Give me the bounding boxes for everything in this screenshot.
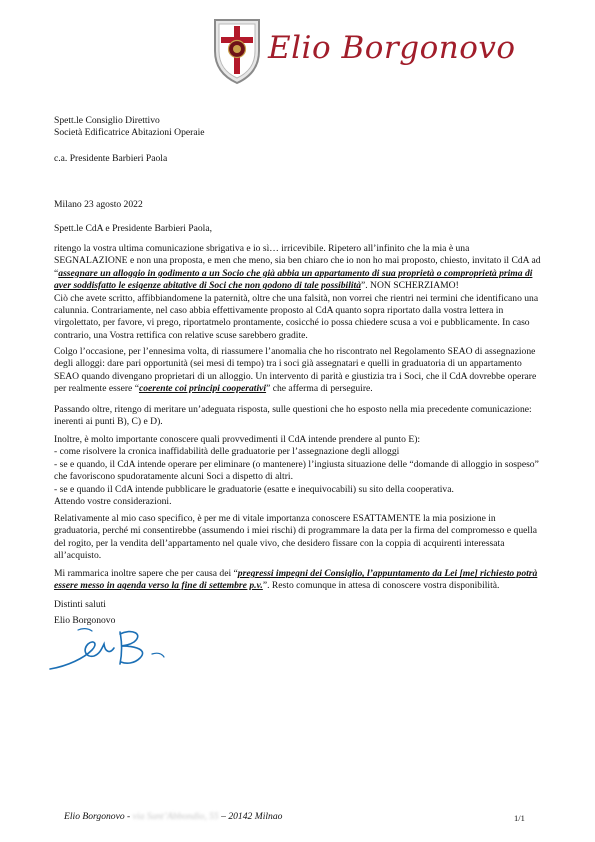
paragraph-text: Mi rammarica inoltre sapere che per causa dei “ — [54, 568, 238, 579]
paragraph-text: Colgo l’occasione, per l’ennesima volta, di riassumere l’anomalia che ho riscontrato nel Regolamento SEAO di assegnazione degli alloggi: dare pari opportunità (sei mesi di tempo) tra i soci già assegnatari e quelli in graduatoria di un appartamento SEAO quando divengano proprietari di un alloggio. Un intervento di parità e giustizia tra i Soci, che il CdA dovrebbe operare per realmente essere “ — [54, 346, 537, 395]
paragraph-text: ”. NON SCHERZIAMO! — [361, 280, 459, 292]
footer-street-redacted: via Sant’Abbondio, 55 — [132, 811, 219, 822]
paragraph-6 — [54, 568, 542, 593]
footer-address — [64, 811, 282, 822]
recipient-line: Spett.le Consiglio Direttivo — [54, 115, 160, 126]
quoted-text: assegnare un alloggio in godimento a un Socio che già abbia un appartamento di sua proprietà o comproprietà prima di aver soddisfatto le esigenze abitative di Soci che non godono di tale possibilità — [54, 267, 533, 292]
recipient-line: Società Edificatrice Abitazioni Operaie — [54, 127, 205, 139]
paragraph-text: Attendo vostre considerazioni. — [54, 496, 172, 508]
paragraph-5: Relativamente al mio caso specifico, è per me di vitale importanza conoscere ESATTAMENTE la mia posizione in graduatoria, perché mi consentirebbe (assumendo i miei rischi) di programmare la data per la firma del compromesso e quella del rogito, per la vendita dell’appartamento nel quale vivo, che desidero fissare con la coppia di acquirenti interessata all’acquisto. — [54, 513, 537, 562]
quoted-text: coerente coi principi cooperativi — [138, 383, 267, 395]
paragraph-text: ”. Resto comunque in attesa di conoscere vostra disponibilità. — [262, 580, 500, 592]
recipient-block — [54, 115, 542, 140]
salutation: Spett.le CdA e Presidente Barbieri Paola, — [54, 223, 212, 234]
page-number: 1/1 — [514, 813, 525, 823]
paragraph-text: ” che afferma di perseguire. — [266, 383, 373, 395]
paragraph-3: Passando oltre, ritengo di meritare un’adeguata risposta, sulle questioni che ho esposto nella mia precedente comunicazione: inerenti ai punti B), C) e D). — [54, 404, 532, 428]
date-line: Milano 23 agosto 2022 — [54, 199, 143, 210]
list-item: - come risolvere la cronica inaffidabilità delle graduatorie per l’assegnazione degli alloggi — [54, 446, 400, 458]
paragraph-2 — [54, 346, 542, 396]
closing-greeting: Distinti saluti — [54, 599, 106, 610]
attention-line: c.a. Presidente Barbieri Paola — [54, 153, 168, 164]
signer-name: Elio Borgonovo — [54, 615, 116, 626]
footer-city: – 20142 Milnao — [218, 811, 283, 822]
handwritten-signature — [48, 624, 166, 672]
paragraph-4 — [54, 434, 542, 508]
list-item: - se e quando il CdA intende pubblicare le graduatorie (esatte e inequivocabili) su sito della cooperativa. — [54, 483, 454, 495]
paragraph-text: Inoltre, è molto importante conoscere quali provvedimenti il CdA intende prendere al punto E): — [54, 434, 421, 445]
paragraph-text: Ciò che avete scritto, affibbiandomene la paternità, oltre che una falsità, non vorrei che rientri nei termini che identificano una calunnia. Contrariamente, nel caso abbia effettivamente proposto al CdA quanto sopra riportato dalla vostra lettera in virgolettato, per favore, vi prego, riportatmelo prontamente, cosicché io possa chiedere scusa a voi e pubblicamente. In caso contrario, una Vostra rettifica con relative scuse sarebbero gradite. — [54, 292, 539, 341]
coat-of-arms-logo — [212, 17, 262, 85]
footer-name: Elio Borgonovo - — [64, 811, 133, 822]
logo-wordmark: Elio Borgonovo — [268, 30, 516, 66]
list-item: - se e quando, il CdA intende operare per eliminare (o mantenere) l’ingiusta situazione delle “domande di alloggio in sospeso” che favoriscono spudoratamente alcuni Soci a dispetto di altri. — [54, 458, 539, 483]
paragraph-text: ritengo la vostra ultima comunicazione sbrigativa e io sì… irricevibile. Ripetero all’infinito che la mia è una SEGNALAZIONE e non una proposta, e men che meno, sia ben chiaro che io non ho mai proposto, chiesto, invitato il CdA ad “ — [54, 243, 541, 279]
quoted-text: pregressi impegni dei Consiglio, l’appuntamento da Lei [me] richiesto potrà essere messo in agenda verso la fine di settembre p.v. — [54, 568, 538, 592]
paragraph-1 — [54, 243, 542, 342]
